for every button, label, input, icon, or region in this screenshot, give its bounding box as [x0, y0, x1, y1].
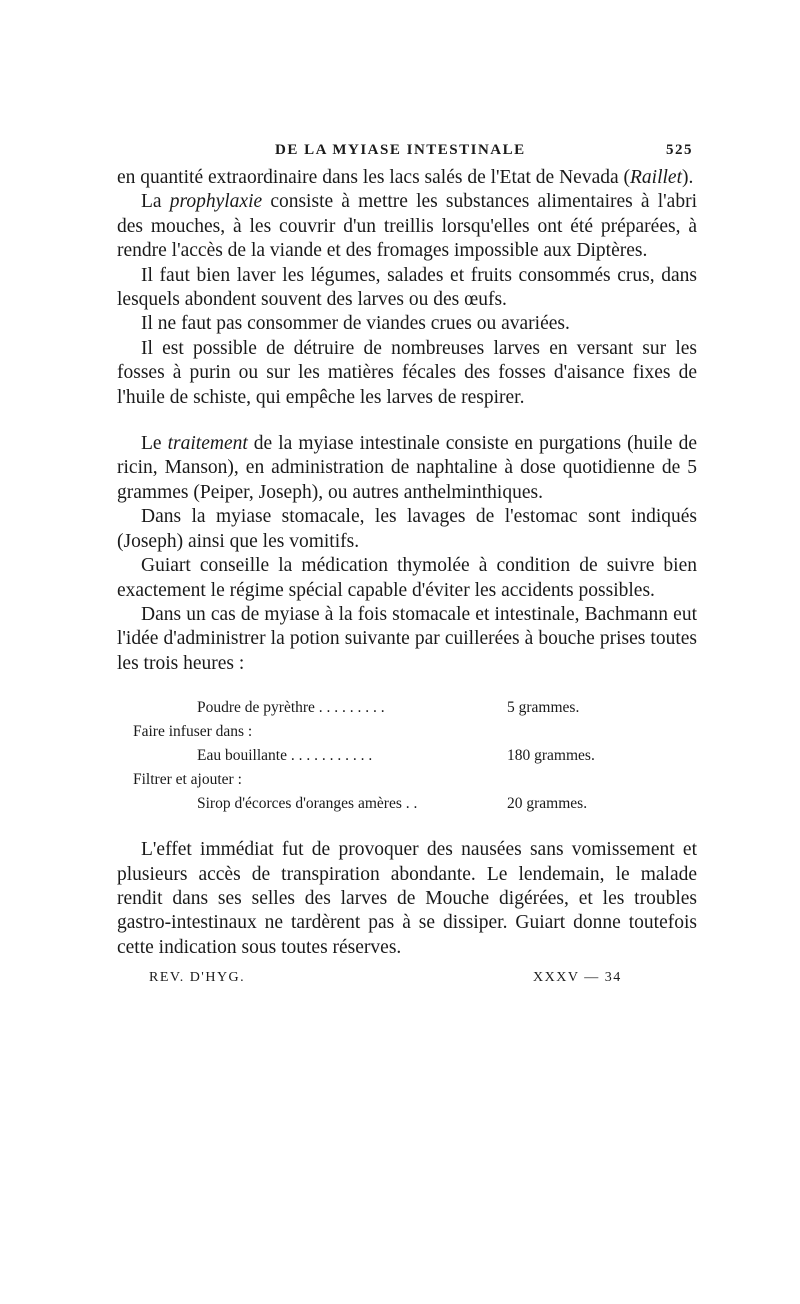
running-header [117, 136, 697, 166]
volume-signature: XXXV — 34 [533, 970, 622, 986]
paragraph: Dans un cas de myiase à la fois stomacale et intestinale, Bachmann eut l'idée d'administrer la potion suivante par cuillerées à bouche prises toutes les trois heures : [117, 603, 697, 674]
recipe-instruction [117, 720, 697, 744]
paragraph: Il faut bien laver les légumes, salades et fruits consommés crus, dans lesquels abondent souvent des larves ou des œufs. [117, 264, 697, 311]
ingredient-quantity: 5 grammes. [507, 699, 580, 717]
text-run: en quantité extraordinaire dans les lacs salés de l'Etat de Nevada ( [117, 167, 631, 188]
text-run: La [141, 191, 170, 213]
paragraph: Guiart conseille la médication thymolée à condition de suivre bien exactement le régime spécial capable d'éviter les accidents possibles. [117, 555, 697, 601]
recipe-instruction [117, 768, 697, 792]
recipe-ingredient [117, 696, 697, 720]
text-run: ). [682, 167, 694, 188]
prescription-recipe [117, 696, 697, 816]
paragraph: L'effet immédiat fut de provoquer des nausées sans vomissement et plusieurs accès de transpiration abondante. Le lendemain, le malade rendit dans ses selles des larves de Mouche digérées, et les troubles gastro-intestinaux ne tardèrent pas à se dissiper. Guiart donne toutefois cette indication sous toutes réserves. [117, 839, 697, 958]
ingredient-name: Eau bouillante . . . . . . . . . . . [197, 747, 373, 765]
ingredient-name: Poudre de pyrèthre . . . . . . . . . [197, 699, 385, 717]
paragraph: Il est possible de détruire de nombreuses larves en versant sur les fosses à purin ou sur les matières fécales des fosses d'aisance fixes de l'huile de schiste, qui empêche les larves de respirer. [117, 337, 697, 408]
instruction-text: Faire infuser dans : [133, 723, 253, 741]
instruction-text: Filtrer et ajouter : [133, 771, 242, 789]
text-run: de la myiase intestinale consiste en purgations (huile de ricin, Manson), en administration de naphtaline à dose quotidienne de 5 grammes (Peiper, Joseph), ou autres anthelminthiques. [117, 433, 697, 503]
ingredient-quantity: 20 grammes. [507, 795, 588, 813]
running-title: DE LA MYIASE INTESTINALE [275, 142, 526, 158]
text-run: consiste à mettre les substances alimentaires à l'abri des mouches, à les couvrir d'un treillis lorsqu'elles ont été préparées, à rendre l'accès de la viande et des fromages impossible aux Diptères. [117, 191, 697, 262]
ingredient-name: Sirop d'écorces d'oranges amères . . [197, 795, 418, 813]
emphasis-term: traitement [167, 433, 248, 455]
body-text [117, 166, 697, 960]
page-number: 525 [666, 142, 693, 158]
document-page [117, 136, 697, 994]
paragraph-traitement [117, 432, 697, 505]
author-citation: Raillet [630, 167, 683, 188]
paragraph-prophylaxie [117, 190, 697, 263]
journal-signature: REV. D'HYG. [149, 970, 246, 986]
recipe-ingredient [117, 744, 697, 768]
emphasis-term: prophylaxie [169, 191, 263, 213]
ingredient-quantity: 180 grammes. [507, 747, 595, 765]
recipe-ingredient [117, 792, 697, 816]
paragraph: Dans la myiase stomacale, les lavages de l'estomac sont indiqués (Joseph) ainsi que les vomitifs. [117, 506, 697, 552]
section-gap [117, 410, 697, 432]
paragraph [117, 166, 697, 190]
text-run: Le [141, 433, 168, 455]
page-footer [117, 964, 697, 994]
paragraph: Il ne faut pas consommer de viandes crues ou avariées. [141, 313, 570, 335]
